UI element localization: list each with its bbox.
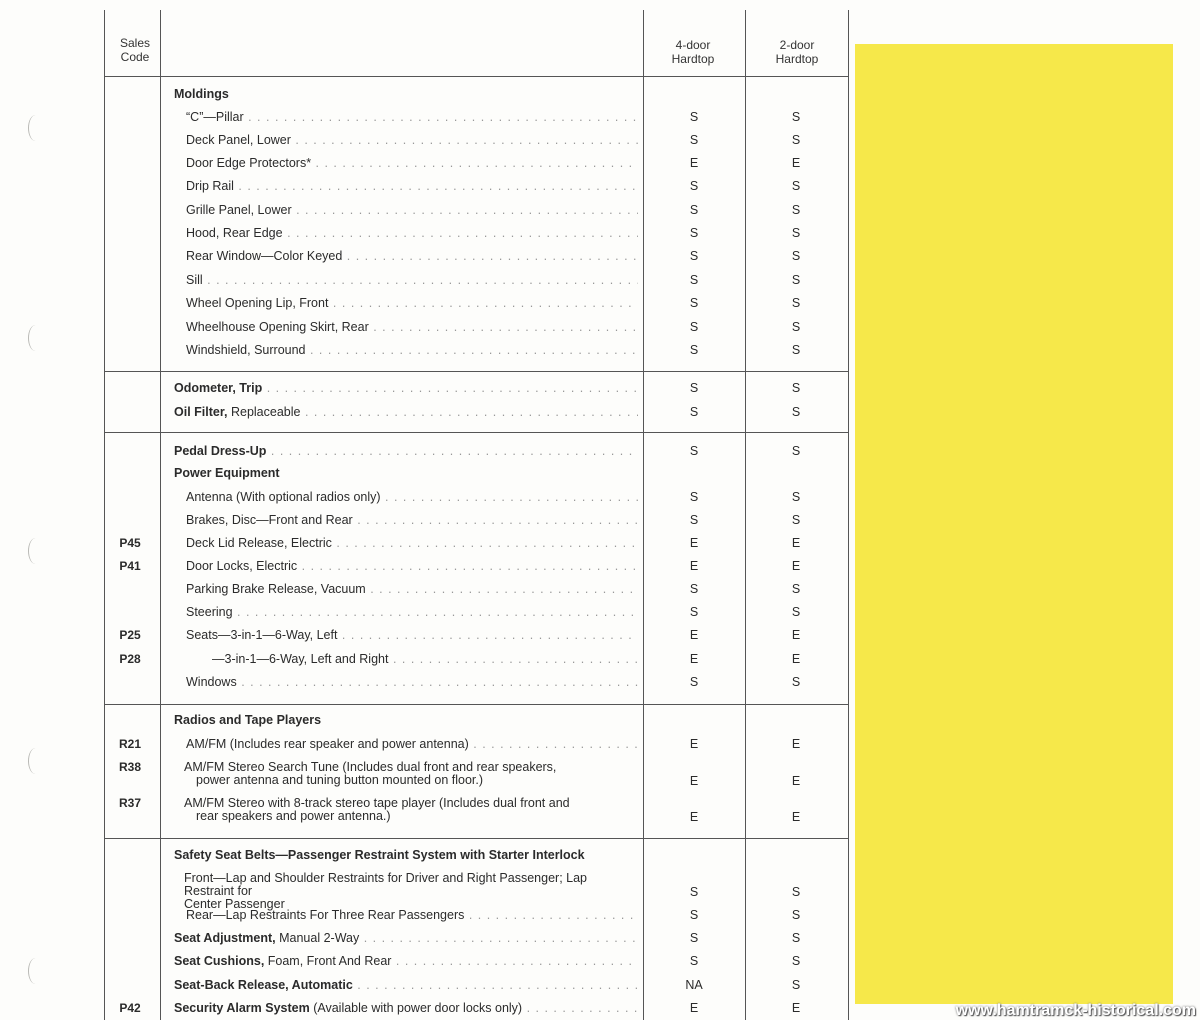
section-rule — [104, 371, 849, 372]
item-line: Center Passenger — [184, 897, 285, 911]
table-row — [160, 871, 850, 911]
value-4door: S — [689, 296, 699, 310]
table-row — [160, 378, 850, 398]
table-row — [118, 734, 850, 754]
item-label — [174, 951, 638, 971]
value-4door: S — [689, 273, 699, 287]
table-row — [119, 533, 850, 553]
value-2door: S — [791, 133, 801, 147]
value-4door: E — [689, 737, 699, 751]
value-2door: E — [791, 156, 801, 170]
item-label — [174, 975, 638, 995]
item-line: rear speakers and power antenna.) — [196, 809, 391, 823]
sales-code: R38 — [118, 760, 141, 774]
value-2door: S — [791, 490, 801, 504]
value-2door: E — [791, 1001, 801, 1015]
value-2door: E — [791, 536, 801, 550]
value-4door: E — [689, 1001, 699, 1015]
table-row — [118, 760, 850, 788]
binder-hole — [28, 325, 43, 351]
table-row — [119, 649, 850, 669]
power-title-row — [160, 463, 850, 483]
value-4door: NA — [685, 978, 703, 992]
item-line: AM/FM Stereo Search Tune (Includes dual front and rear speakers, — [184, 760, 557, 774]
binder-hole — [28, 538, 43, 564]
sales-code: P25 — [119, 628, 141, 642]
value-2door: E — [791, 737, 801, 751]
item-line: Front—Lap and Shoulder Restraints for Driver and Right Passenger; Lap Restraint for — [184, 871, 587, 898]
value-4door: E — [689, 559, 699, 573]
value-4door: S — [689, 513, 699, 527]
value-4door: S — [689, 226, 699, 240]
value-2door: S — [791, 320, 801, 334]
value-4door: S — [689, 203, 699, 217]
value-4door: E — [689, 156, 699, 170]
value-4door: S — [689, 490, 699, 504]
value-4door: E — [689, 774, 699, 788]
header-4door: 4-door Hardtop — [671, 38, 715, 66]
item-label: Rear—Lap Restraints For Three Rear Passengers . . . — [186, 905, 638, 925]
value-4door: S — [689, 179, 699, 193]
value-4door: S — [689, 343, 699, 357]
item-label: Wheel Opening Lip, Front . . . — [186, 293, 638, 313]
value-2door: S — [791, 605, 801, 619]
radios-title-row — [160, 710, 850, 730]
value-4door: S — [689, 381, 699, 395]
table-row — [160, 223, 850, 243]
table-row — [160, 441, 850, 461]
item-bold: Security Alarm System — [174, 1001, 310, 1015]
safety-title-row — [160, 845, 850, 865]
item-label: Rear Window—Color Keyed . . . — [186, 246, 638, 266]
value-2door: S — [791, 203, 801, 217]
item-label: Deck Lid Release, Electric . . . — [186, 533, 638, 553]
item-label: Hood, Rear Edge . . . — [186, 223, 638, 243]
item-label: “C”—Pillar . . . — [186, 107, 638, 127]
table-row — [160, 487, 850, 507]
value-4door: E — [689, 536, 699, 550]
item-label: Door Edge Protectors* . . . — [186, 153, 638, 173]
value-2door: S — [791, 381, 801, 395]
item-label — [174, 928, 638, 948]
table-row — [119, 556, 850, 576]
item-label: Grille Panel, Lower . . . — [186, 200, 638, 220]
table-row — [119, 625, 850, 645]
table-row — [160, 340, 850, 360]
section-title: Power Equipment — [174, 466, 280, 480]
value-2door: S — [791, 513, 801, 527]
item-bold: Odometer, Trip — [174, 381, 263, 395]
value-2door: E — [791, 774, 801, 788]
table-row — [160, 579, 850, 599]
value-4door: S — [689, 885, 699, 899]
item-bold: Seat-Back Release, Automatic — [174, 978, 353, 992]
table-border-left — [104, 10, 105, 1020]
moldings-title-row — [160, 84, 850, 104]
value-4door: S — [689, 249, 699, 263]
value-2door: S — [791, 249, 801, 263]
item-bold: Oil Filter, — [174, 405, 228, 419]
value-4door: S — [689, 405, 699, 419]
item-label: AM/FM (Includes rear speaker and power antenna) . . . — [186, 734, 638, 754]
table-row — [118, 796, 850, 824]
sales-code: R21 — [118, 737, 141, 751]
item-rest: Replaceable — [227, 405, 301, 419]
value-2door: E — [791, 559, 801, 573]
table-row — [160, 975, 850, 995]
item-label — [174, 378, 638, 398]
value-2door: E — [791, 652, 801, 666]
header-rule — [104, 76, 849, 77]
value-2door: S — [791, 885, 801, 899]
table-row — [119, 998, 850, 1018]
value-2door: S — [791, 675, 801, 689]
value-4door: S — [689, 931, 699, 945]
item-label: Sill . . . — [186, 270, 638, 290]
item-label — [184, 797, 634, 823]
value-4door: E — [689, 628, 699, 642]
value-2door: S — [791, 273, 801, 287]
value-4door: S — [689, 582, 699, 596]
item-bold: Seat Cushions, — [174, 954, 265, 968]
item-label: Seats—3-in-1—6-Way, Left . . . — [186, 625, 638, 645]
sales-code: P41 — [119, 559, 141, 573]
sales-code: P28 — [119, 652, 141, 666]
value-4door: E — [689, 810, 699, 824]
table-row — [160, 107, 850, 127]
item-rest: (Available with power door locks only) — [309, 1001, 523, 1015]
value-2door: S — [791, 954, 801, 968]
table-row — [160, 602, 850, 622]
item-label — [184, 761, 634, 787]
value-2door: S — [791, 343, 801, 357]
value-2door: E — [791, 628, 801, 642]
value-2door: E — [791, 810, 801, 824]
table-row — [160, 270, 850, 290]
value-4door: S — [689, 675, 699, 689]
table-row — [160, 402, 850, 422]
header-sales-code: Sales Code — [119, 36, 151, 64]
item-label: Brakes, Disc—Front and Rear . . . — [186, 510, 638, 530]
section-rule — [104, 838, 849, 839]
watermark: www.hamtramck-historical.com — [955, 1002, 1196, 1019]
value-2door: S — [791, 582, 801, 596]
binder-hole — [28, 958, 43, 984]
item-label — [174, 441, 638, 461]
sales-code: P45 — [119, 536, 141, 550]
table-row — [160, 951, 850, 971]
item-label — [174, 998, 638, 1018]
value-4door: S — [689, 133, 699, 147]
binder-hole — [28, 115, 43, 141]
section-title: Moldings — [174, 87, 229, 101]
table-row — [160, 928, 850, 948]
value-4door: E — [689, 652, 699, 666]
table-row — [160, 200, 850, 220]
item-label: Antenna (With optional radios only) . . . — [186, 487, 638, 507]
value-2door: S — [791, 179, 801, 193]
value-2door: S — [791, 931, 801, 945]
value-2door: S — [791, 444, 801, 458]
table-row — [160, 176, 850, 196]
table-row — [160, 510, 850, 530]
yellow-panel — [855, 44, 1173, 1004]
binder-hole — [28, 748, 43, 774]
section-title: Radios and Tape Players — [174, 713, 322, 727]
table-row — [160, 246, 850, 266]
value-2door: S — [791, 110, 801, 124]
item-label: Door Locks, Electric . . . — [186, 556, 638, 576]
value-4door: S — [689, 320, 699, 334]
sales-code: R37 — [118, 796, 141, 810]
value-2door: S — [791, 226, 801, 240]
sales-code: P42 — [119, 1001, 141, 1015]
value-4door: S — [689, 908, 699, 922]
item-line: power antenna and tuning button mounted on floor.) — [196, 773, 484, 787]
table-row — [160, 293, 850, 313]
item-label: Wheelhouse Opening Skirt, Rear . . . — [186, 317, 638, 337]
value-2door: S — [791, 405, 801, 419]
item-label: Parking Brake Release, Vacuum . . . — [186, 579, 638, 599]
item-rest: Manual 2-Way — [275, 931, 360, 945]
value-4door: S — [689, 954, 699, 968]
table-row — [160, 317, 850, 337]
item-label: Windshield, Surround . . . — [186, 340, 638, 360]
table-row — [160, 130, 850, 150]
item-rest: Foam, Front And Rear — [264, 954, 392, 968]
value-4door: S — [689, 605, 699, 619]
item-label: —3-in-1—6-Way, Left and Right . . . — [212, 649, 638, 669]
item-label: Drip Rail . . . — [186, 176, 638, 196]
value-2door: S — [791, 908, 801, 922]
value-2door: S — [791, 978, 801, 992]
item-line: AM/FM Stereo with 8-track stereo tape player (Includes dual front and — [184, 796, 570, 810]
value-4door: S — [689, 444, 699, 458]
header-2door: 2-door Hardtop — [775, 38, 819, 66]
table-row — [160, 905, 850, 925]
section-title: Safety Seat Belts—Passenger Restraint System with Starter Interlock — [174, 848, 585, 862]
section-rule — [104, 432, 849, 433]
section-rule — [104, 704, 849, 705]
item-bold: Pedal Dress-Up — [174, 444, 267, 458]
value-2door: S — [791, 296, 801, 310]
value-4door: S — [689, 110, 699, 124]
table-row — [160, 153, 850, 173]
item-label — [174, 402, 638, 422]
item-bold: Seat Adjustment, — [174, 931, 276, 945]
item-label: Windows . . . — [186, 672, 638, 692]
item-label: Steering . . . — [186, 602, 638, 622]
item-label: Deck Panel, Lower . . . — [186, 130, 638, 150]
table-row — [160, 672, 850, 692]
